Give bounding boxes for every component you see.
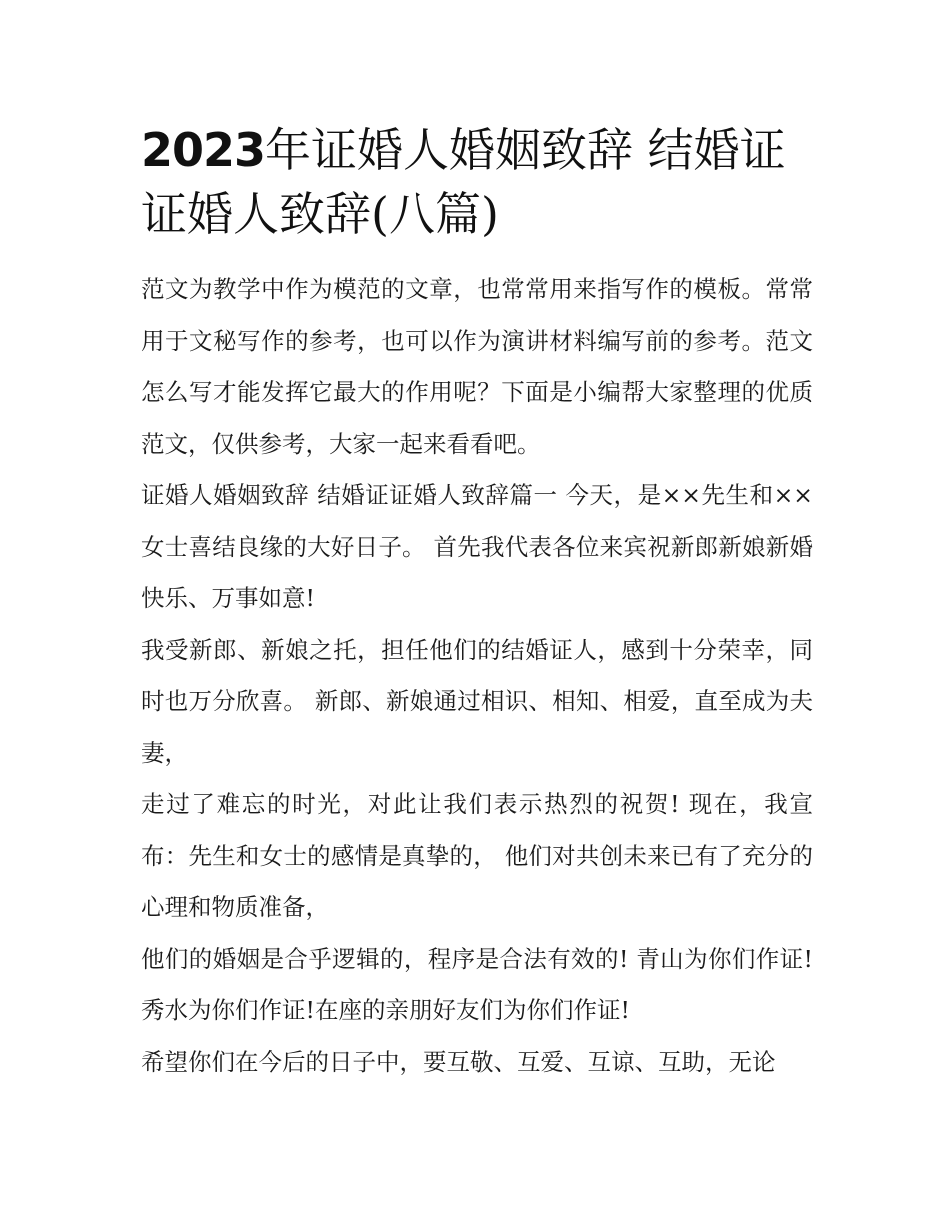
paragraph-intro: 范文为教学中作为模范的文章，也常常用来指写作的模板。常常用于文秘写作的参考，也可以作为演讲材料编写前的参考。范文怎么写才能发挥它最大的作用呢？下面是小编帮大家整理的优质范文，仅供参考，大家一起来看看吧。 (141, 275, 813, 458)
title-year: 2023 (141, 123, 266, 177)
paragraph-1: 证婚人婚姻致辞 结婚证证婚人致辞篇一 今天，是××先生和××女士喜结良缘的大好日子。 首先我代表各位来宾祝新郎新娘新婚快乐、万事如意! (141, 481, 813, 612)
document-title (141, 118, 813, 246)
paragraph-4: 他们的婚姻是合乎逻辑的，程序是合法有效的! 青山为你们作证!秀水为你们作证!在座的亲朋好友们为你们作证! (141, 944, 813, 1024)
paragraph-3: 走过了难忘的时光，对此让我们表示热烈的祝贺! 现在，我宣布：先生和女士的感情是真挚的， 他们对共创未来已有了充分的心理和物质准备， (141, 790, 813, 921)
title-text: 年证婚人婚姻致辞 结婚证证婚人致辞(八篇) (141, 123, 786, 241)
document-body (141, 118, 813, 1088)
paragraph-2: 我受新郎、新娘之托，担任他们的结婚证人，感到十分荣幸，同时也万分欣喜。 新郎、新娘通过相识、相知、相爱，直至成为夫妻， (141, 635, 813, 767)
paragraph-5: 希望你们在今后的日子中，要互敬、互爱、互谅、互助，无论 (141, 1047, 776, 1076)
